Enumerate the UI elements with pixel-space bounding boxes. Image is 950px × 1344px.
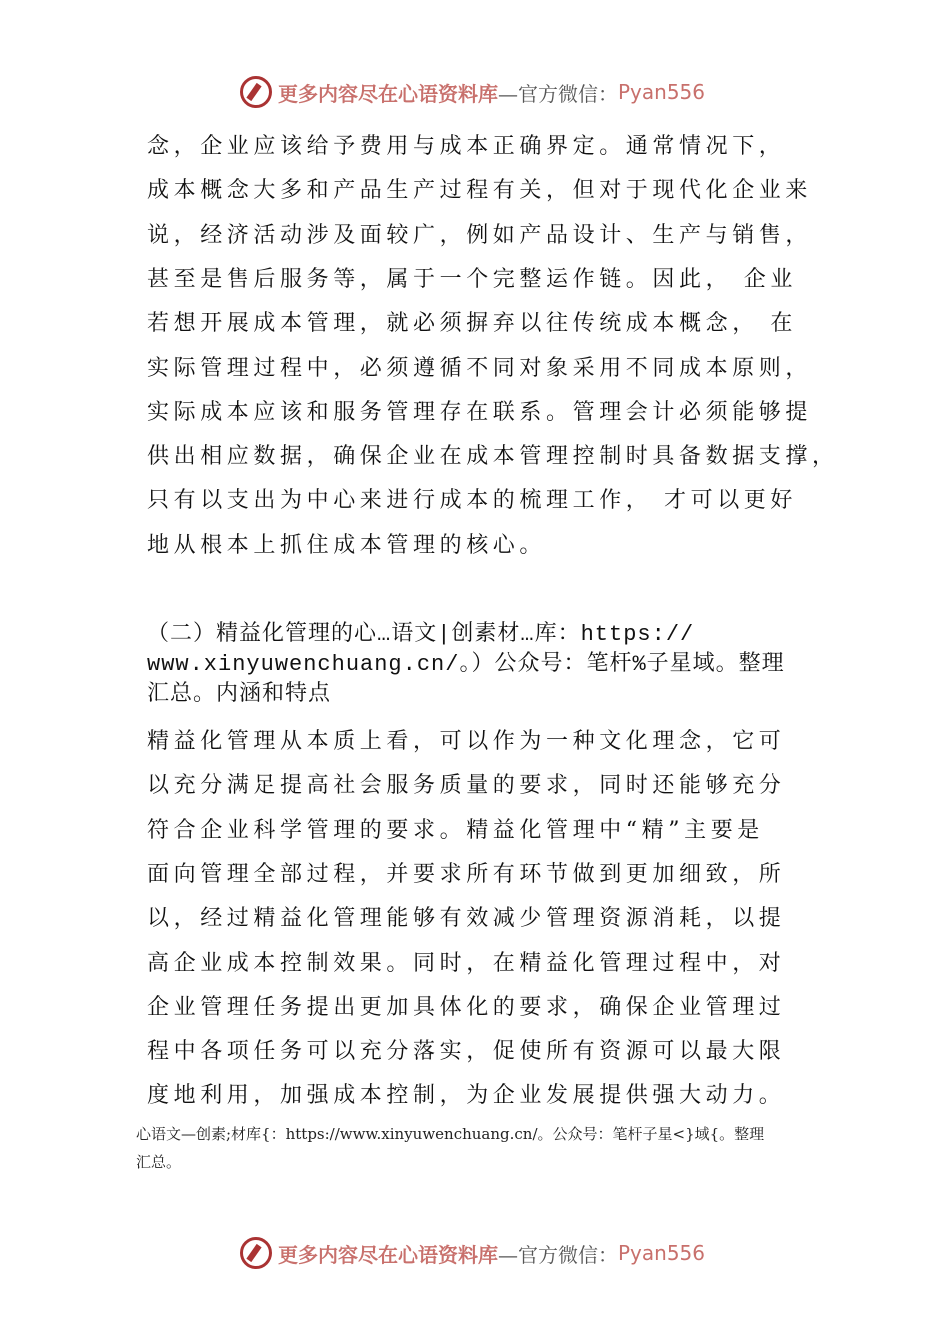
header-banner <box>240 74 720 110</box>
text-line: 若想开展成本管理，就必须摒弃以往传统成本概念， 在 <box>147 311 797 337</box>
text-line: 汇总。 <box>136 1153 182 1171</box>
banner-text: 更多内容尽在心语资料库 <box>278 81 498 106</box>
text-line: 高企业成本控制效果。同时，在精益化管理过程中，对 <box>147 950 786 976</box>
footer-banner <box>240 1235 720 1271</box>
banner-wechat-label: —官方微信： <box>498 81 618 106</box>
text-line: 供出相应数据，确保企业在成本管理控制时具备数据支撑， <box>147 444 839 470</box>
text-line: 成本概念大多和产品生产过程有关，但对于现代化企业来 <box>147 178 813 204</box>
text-line: （二）精益化管理的心…语文|创素材…库：https:// <box>147 622 695 647</box>
text-line: 程中各项任务可以充分落实，促使所有资源可以最大限 <box>147 1039 786 1065</box>
banner-wechat-id: Pyan556 <box>618 1241 706 1265</box>
text-line: 以充分满足提高社会服务质量的要求，同时还能够充分 <box>147 773 786 799</box>
pen-logo-icon <box>240 1237 272 1269</box>
pen-logo-icon <box>240 76 272 108</box>
text-line: 精益化管理从本质上看，可以作为一种文化理念，它可 <box>147 729 786 754</box>
text-line: 实际成本应该和服务管理存在联系。管理会计必须能够提 <box>147 399 813 425</box>
text-line: 地从根本上抓住成本管理的核心。 <box>147 532 547 558</box>
banner-wechat-label: —官方微信： <box>498 1242 618 1267</box>
text-line: 符合企业科学管理的要求。精益化管理中“精”主要是 <box>147 817 764 843</box>
text-line: 实际管理过程中，必须遵循不同对象采用不同成本原则， <box>147 355 813 381</box>
text-line: 面向管理全部过程，并要求所有环节做到更加细致，所 <box>147 861 786 887</box>
text-line: 甚至是售后服务等，属于一个完整运作链。因此， 企业 <box>147 266 797 292</box>
text-line: 度地利用，加强成本控制，为企业发展提供强大动力。 <box>147 1083 786 1109</box>
text-line: 说，经济活动涉及面较广，例如产品设计、生产与销售， <box>147 222 813 248</box>
text-line: 企业管理任务提出更加具体化的要求，确保企业管理过 <box>147 994 786 1020</box>
text-line: 心语文—创素;材库{：https://www.xinyuwenchuang.cn/。公众号：笔杆子星<}域{。整理 <box>136 1125 765 1143</box>
banner-text: 更多内容尽在心语资料库 <box>278 1242 498 1267</box>
banner-wechat-id: Pyan556 <box>618 80 706 104</box>
text-line: 念，企业应该给予费用与成本正确界定。通常情况下， <box>147 134 786 159</box>
text-line: 汇总。内涵和特点 <box>147 682 332 707</box>
text-line: www.xinyuwenchuang.cn/。）公众号：笔杆%子星域。整理 <box>147 652 785 677</box>
text-line: 只有以支出为中心来进行成本的梳理工作， 才可以更好 <box>147 488 797 514</box>
text-line: 以，经过精益化管理能够有效减少管理资源消耗，以提 <box>147 906 786 932</box>
